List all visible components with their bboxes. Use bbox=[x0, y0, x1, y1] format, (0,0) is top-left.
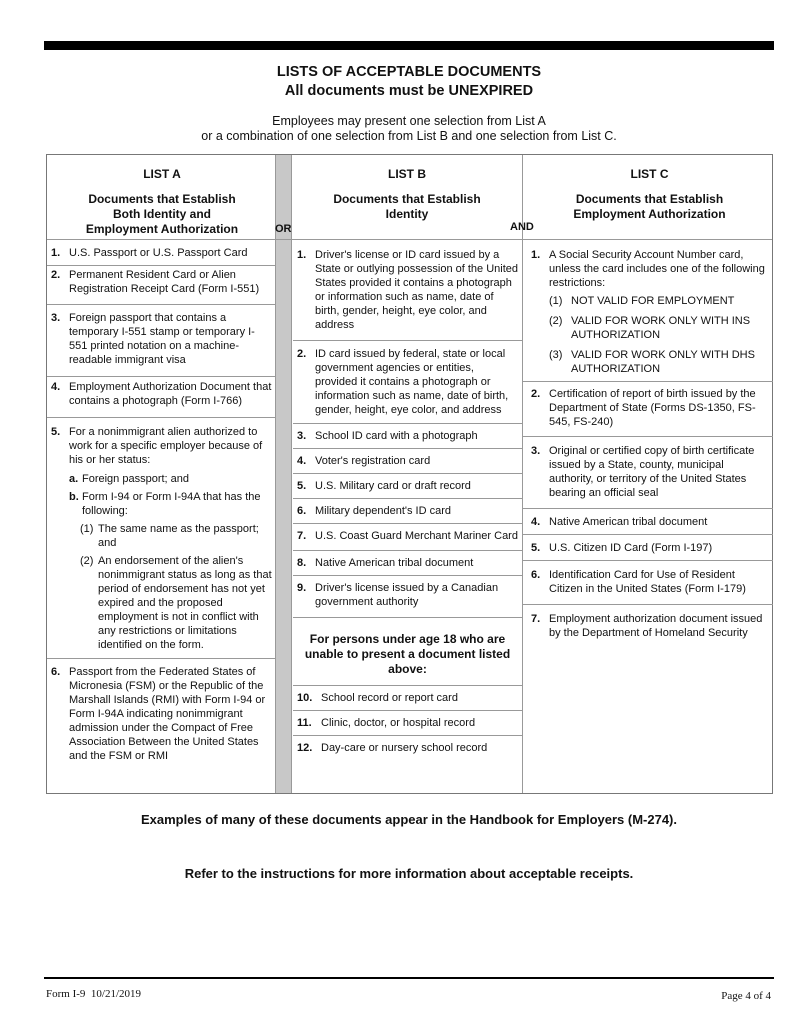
item-text: U.S. Coast Guard Merchant Mariner Card bbox=[315, 530, 518, 542]
list-a-item bbox=[47, 418, 275, 659]
item-number: 11. bbox=[297, 717, 312, 729]
list-a-item bbox=[47, 305, 275, 377]
item-text: Passport from the Federated States of Micronesia (FSM) or the Republic of the Marshall Islands (RMI) with Form I-94 or Form I-94A indicating nonimmigrant admission under the Compact of Free Association Between the United States and the FSM or RMI bbox=[69, 666, 266, 762]
list-a-item bbox=[47, 244, 275, 266]
list-a-items bbox=[47, 244, 275, 768]
list-a-name: LIST A bbox=[143, 167, 181, 181]
item-number: 4. bbox=[531, 516, 541, 528]
item-text: A Social Security Account Number card, unless the card includes one of the following restrictions: bbox=[549, 249, 765, 289]
restriction-1 bbox=[549, 294, 765, 308]
item-number: 2. bbox=[531, 388, 541, 400]
item-text: U.S. Citizen ID Card (Form I-197) bbox=[549, 542, 713, 554]
item-text: Foreign passport that contains a temporary I-551 stamp or temporary I-551 printed notation on a machine-readable immigrant visa bbox=[69, 312, 255, 366]
list-c-item bbox=[523, 605, 773, 645]
form-identifier: Form I-9 10/21/2019 bbox=[46, 988, 142, 1000]
item-text: Driver's license or ID card issued by a State or outlying possession of the United States provided it contains a photograph or information such as name, date of birth, gender, height, eye color, and address bbox=[315, 249, 519, 331]
page-subtitle: All documents must be UNEXPIRED bbox=[284, 83, 534, 99]
item-number: 7. bbox=[297, 530, 307, 542]
page-number: Page 4 of 4 bbox=[721, 990, 771, 1002]
sub-text: Foreign passport; and bbox=[82, 473, 190, 485]
list-a-heading: Documents that Establish Both Identity and Employment Authorization bbox=[85, 192, 239, 236]
item-text: Military dependent's ID card bbox=[315, 505, 451, 517]
item-number: 6. bbox=[51, 666, 61, 678]
item-number: 3. bbox=[531, 445, 541, 457]
list-c-item bbox=[523, 382, 773, 437]
list-a-item bbox=[47, 377, 275, 418]
header-divider bbox=[47, 239, 772, 240]
list-a-header bbox=[77, 167, 247, 237]
list-b-header bbox=[312, 167, 502, 222]
sub-item-b2 bbox=[80, 554, 272, 652]
sub-label: b. bbox=[69, 491, 79, 503]
item-text: School ID card with a photograph bbox=[315, 430, 478, 442]
sub-text: Form I-94 or Form I-94A that has the following: bbox=[82, 491, 261, 517]
sub-label: (1) bbox=[80, 523, 94, 535]
sub-text: NOT VALID FOR EMPLOYMENT bbox=[571, 295, 735, 307]
item-number: 4. bbox=[51, 381, 61, 393]
sub-item-b1 bbox=[80, 522, 272, 550]
list-c-item bbox=[523, 561, 773, 605]
list-b-name: LIST B bbox=[388, 167, 426, 181]
list-b-item bbox=[293, 424, 522, 449]
item-text: Identification Card for Use of Resident Citizen in the United States (Form I-179) bbox=[549, 569, 746, 595]
top-rule bbox=[44, 41, 774, 50]
list-b-item bbox=[293, 244, 522, 341]
item-text: Employment Authorization Document that contains a photograph (Form I-766) bbox=[69, 381, 272, 407]
item-text: U.S. Passport or U.S. Passport Card bbox=[69, 247, 248, 259]
item-text: Original or certified copy of birth certificate issued by a State, county, municipal authority, or territory of the United States bearing an official seal bbox=[549, 445, 755, 499]
intro-line-1: Employees may present one selection from List A bbox=[272, 114, 546, 128]
title-block bbox=[44, 64, 774, 144]
bottom-rule bbox=[44, 977, 774, 979]
item-number: 4. bbox=[297, 455, 307, 467]
list-a-item bbox=[47, 266, 275, 305]
list-b-item bbox=[293, 524, 522, 551]
receipts-note: Refer to the instructions for more information about acceptable receipts. bbox=[184, 866, 634, 881]
item-number: 3. bbox=[51, 312, 61, 324]
item-text: U.S. Military card or draft record bbox=[315, 480, 471, 492]
sub-label: a. bbox=[69, 473, 79, 485]
sub-item-b bbox=[69, 490, 272, 518]
item-text: Native American tribal document bbox=[549, 516, 708, 528]
item-text: ID card issued by federal, state or local government agencies or entities, provided it contains a photograph or information such as name, date of birth, gender, height, eye color, and address bbox=[315, 348, 509, 416]
list-c-item bbox=[523, 535, 773, 561]
item-number: 3. bbox=[297, 430, 307, 442]
restriction-2 bbox=[549, 314, 765, 342]
sub-item-a bbox=[69, 472, 272, 486]
sub-text: VALID FOR WORK ONLY WITH DHS AUTHORIZATION bbox=[571, 349, 755, 375]
item-text: Driver's license issued by a Canadian government authority bbox=[315, 582, 499, 608]
sub-text: VALID FOR WORK ONLY WITH INS AUTHORIZATION bbox=[571, 315, 751, 341]
list-c-name: LIST C bbox=[630, 167, 669, 181]
list-b-minor-item bbox=[293, 736, 522, 760]
sub-label: (2) bbox=[549, 315, 563, 327]
item-text: Clinic, doctor, or hospital record bbox=[321, 717, 476, 729]
item-number: 12. bbox=[297, 742, 313, 754]
item-number: 2. bbox=[51, 269, 61, 281]
item-number: 8. bbox=[297, 557, 307, 569]
page-title: LISTS OF ACCEPTABLE DOCUMENTS bbox=[276, 64, 542, 80]
item-number: 1. bbox=[51, 247, 61, 259]
sub-label: (3) bbox=[549, 349, 563, 361]
item-number: 7. bbox=[531, 613, 541, 625]
item-number: 1. bbox=[531, 249, 541, 261]
restriction-3 bbox=[549, 348, 765, 376]
item-number: 9. bbox=[297, 582, 307, 594]
list-a-item bbox=[47, 659, 275, 768]
item-text: School record or report card bbox=[321, 692, 458, 704]
item-text: Certification of report of birth issued by the Department of State (Forms DS-1350, FS-545, FS-240) bbox=[549, 388, 756, 428]
list-c-item bbox=[523, 244, 773, 382]
intro-line-2: or a combination of one selection from List B and one selection from List C. bbox=[201, 129, 617, 143]
item-text: Native American tribal document bbox=[315, 557, 474, 569]
list-c-heading: Documents that Establish Employment Authorization bbox=[573, 192, 726, 221]
list-b-items bbox=[293, 244, 522, 760]
list-c-items bbox=[523, 244, 773, 645]
list-b-item bbox=[293, 499, 522, 524]
item-number: 1. bbox=[297, 249, 307, 261]
list-b-minor-item bbox=[293, 686, 522, 711]
list-c-item bbox=[523, 509, 773, 535]
sub-text: An endorsement of the alien's nonimmigrant status as long as that period of endorsement has not yet expired and the proposed employment is not in conflict with any restrictions or limitations identified on the form. bbox=[98, 555, 272, 651]
list-b-item bbox=[293, 449, 522, 474]
list-b-item bbox=[293, 341, 522, 424]
list-c-header bbox=[552, 167, 747, 222]
and-label: AND bbox=[510, 221, 534, 233]
item-number: 10. bbox=[297, 692, 313, 704]
list-b-minor-item bbox=[293, 711, 522, 736]
list-b-item bbox=[293, 551, 522, 576]
minor-heading: For persons under age 18 who are unable to present a document listed above: bbox=[293, 618, 522, 686]
item-number: 6. bbox=[531, 569, 541, 581]
item-text: For a nonimmigrant alien authorized to work for a specific employer because of his or her status: bbox=[69, 426, 263, 466]
documents-table bbox=[46, 154, 773, 794]
sub-label: (1) bbox=[549, 295, 563, 307]
handbook-note: Examples of many of these documents appear in the Handbook for Employers (M-274). bbox=[140, 812, 677, 827]
list-b-item bbox=[293, 576, 522, 618]
list-b-heading: Documents that Establish Identity bbox=[333, 192, 481, 221]
item-number: 2. bbox=[297, 348, 307, 360]
item-number: 5. bbox=[297, 480, 307, 492]
or-label: OR bbox=[275, 223, 292, 235]
item-text: Voter's registration card bbox=[315, 455, 431, 467]
sub-text: The same name as the passport; and bbox=[98, 523, 259, 549]
sub-label: (2) bbox=[80, 555, 94, 567]
item-number: 6. bbox=[297, 505, 307, 517]
or-separator-column bbox=[275, 155, 292, 793]
item-number: 5. bbox=[531, 542, 541, 554]
item-number: 5. bbox=[51, 426, 61, 438]
item-text: Permanent Resident Card or Alien Registration Receipt Card (Form I-551) bbox=[69, 269, 260, 295]
item-text: Employment authorization document issued by the Department of Homeland Security bbox=[549, 613, 763, 639]
item-text: Day-care or nursery school record bbox=[321, 742, 488, 754]
list-c-item bbox=[523, 437, 773, 509]
list-b-item bbox=[293, 474, 522, 499]
